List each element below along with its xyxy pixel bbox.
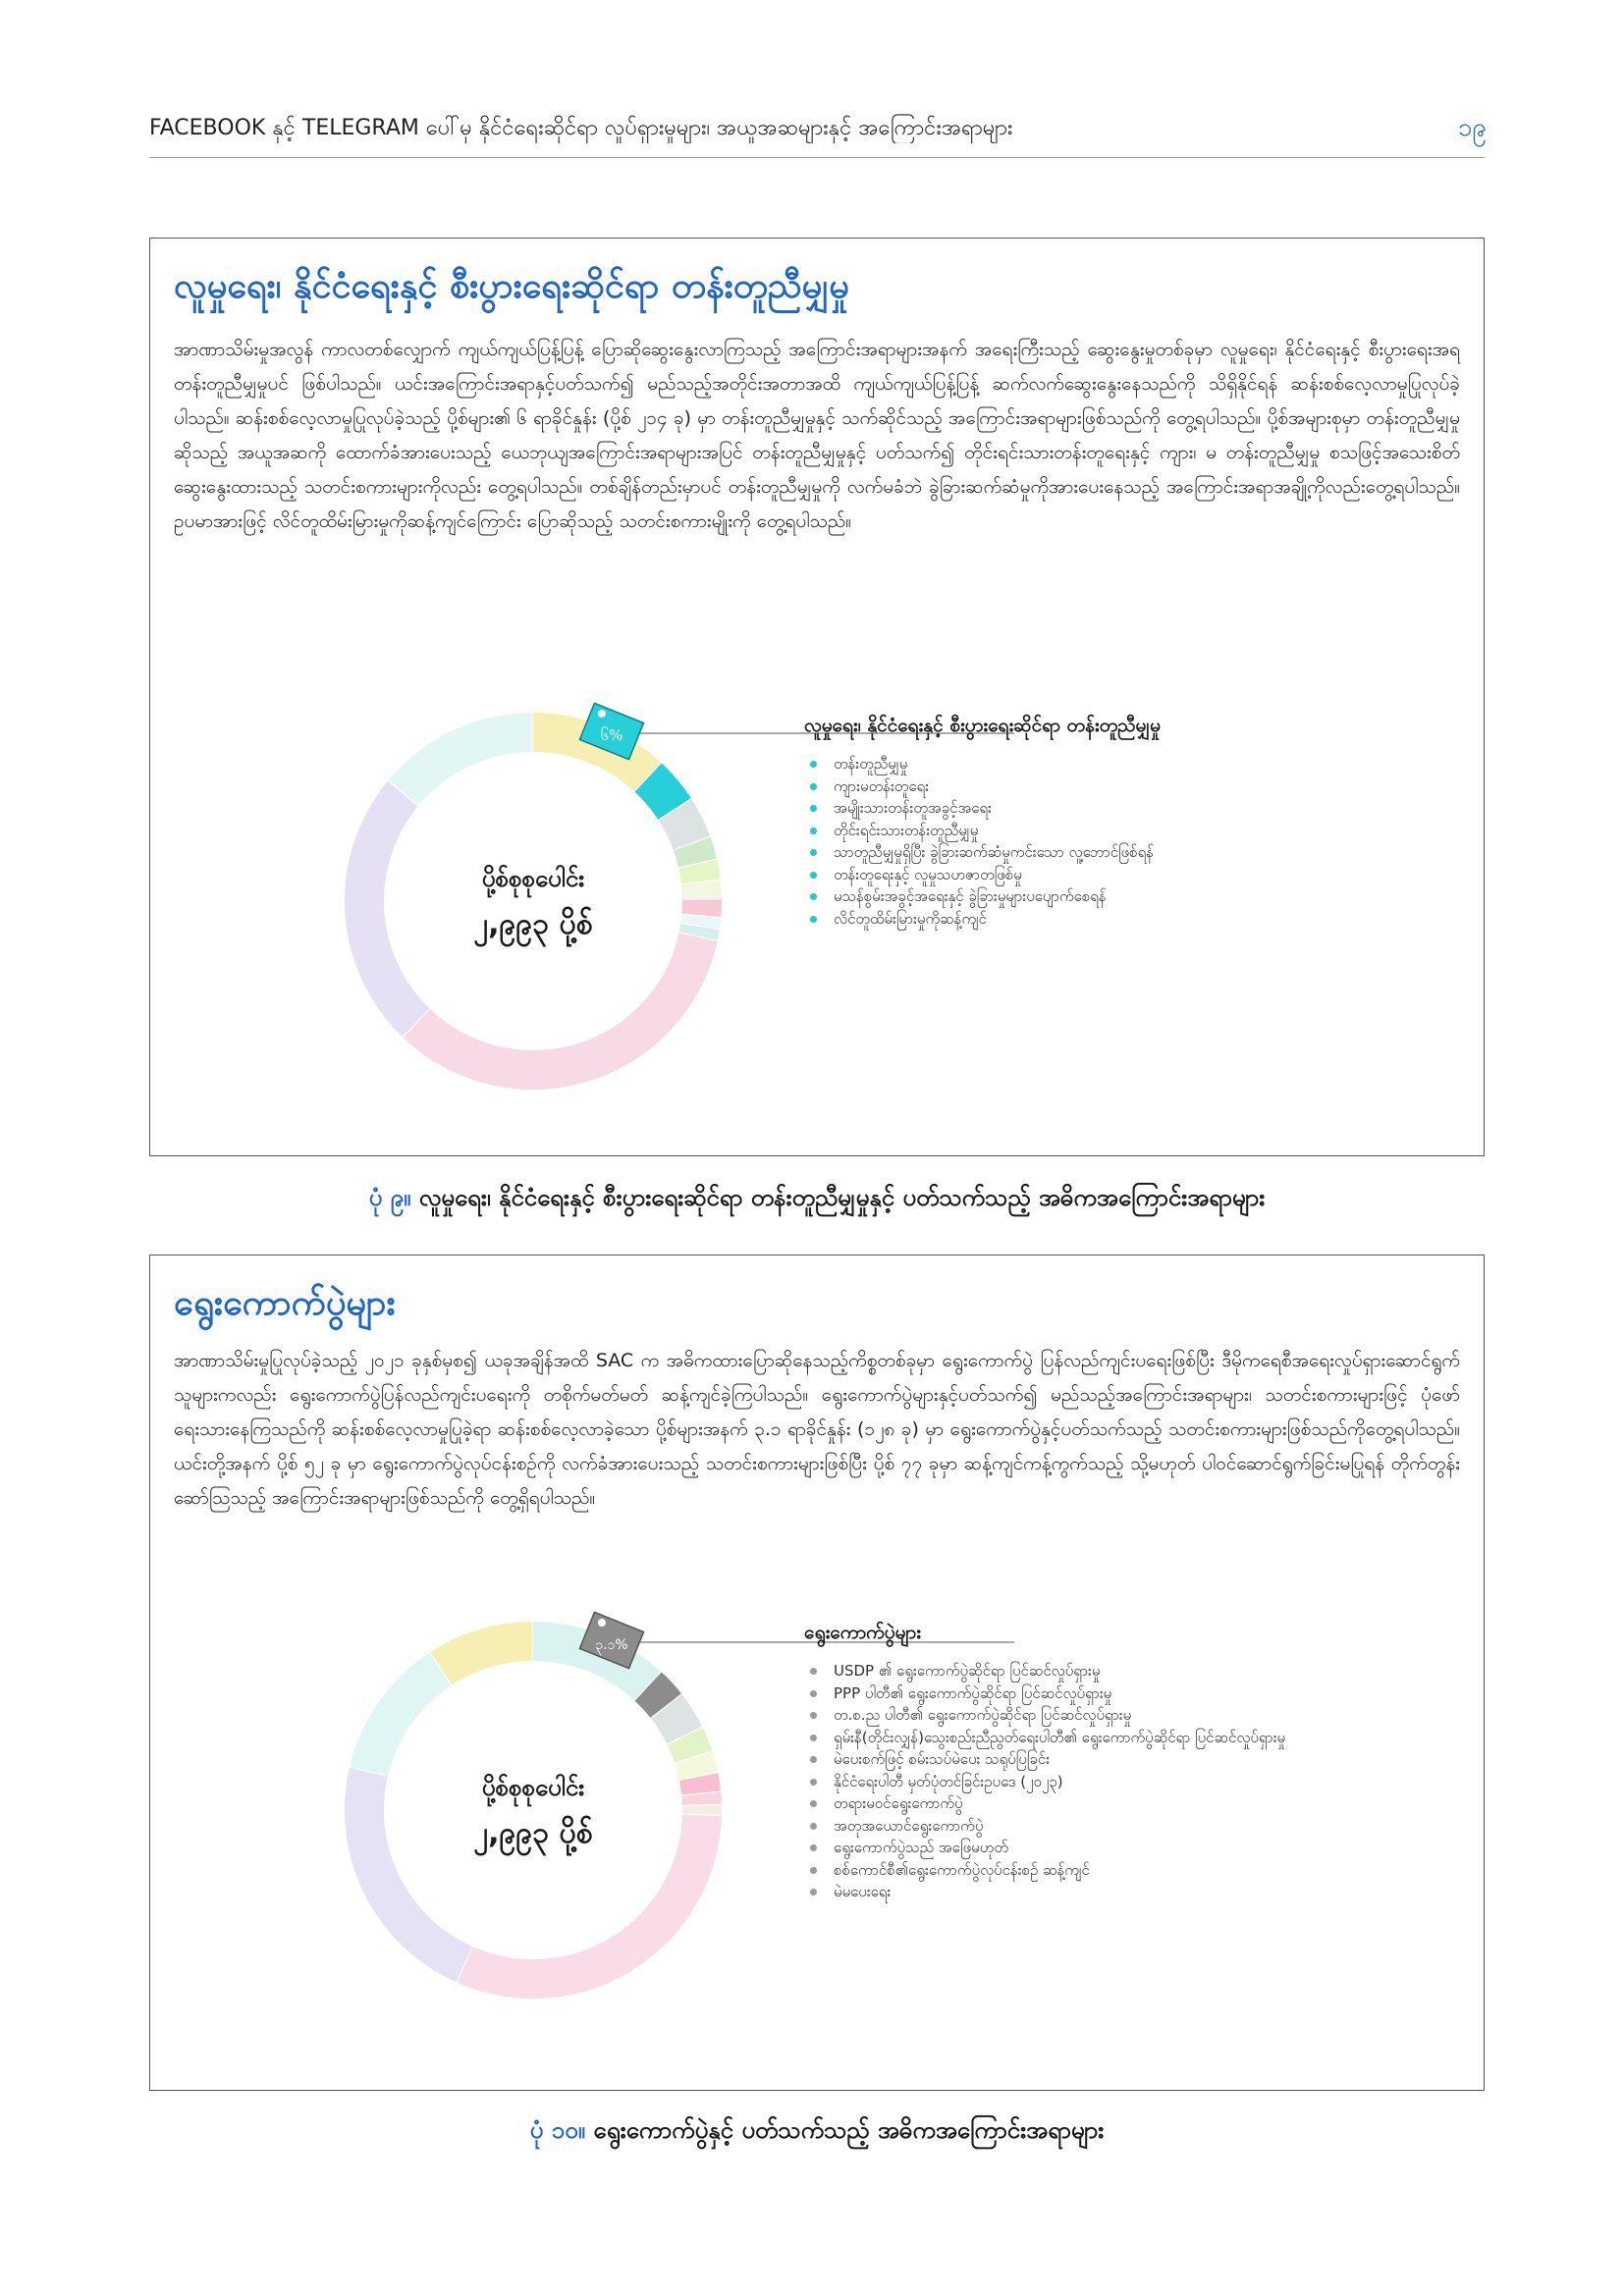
legend-bullet-icon	[810, 1823, 817, 1830]
legend-bullet-icon	[810, 1690, 817, 1697]
donut-segment-separator	[403, 793, 404, 794]
donut-center-label	[332, 1772, 734, 1857]
legend-item: မဲမပေးရေး	[804, 1881, 1354, 1903]
donut-segment-separator	[684, 1735, 685, 1736]
legend-list	[804, 753, 1354, 930]
figure-number: ပုံ ၉။	[368, 1184, 411, 1211]
donut-chart	[332, 1609, 734, 2011]
donut-segment	[369, 1669, 442, 1771]
donut-segment	[415, 937, 698, 1070]
legend-bullet-icon	[810, 1756, 817, 1763]
legend-bullet-icon	[810, 1889, 817, 1896]
legend-item: တ.စ.ည ပါတီ၏ ရွေးကောက်ပွဲဆိုင်ရာ ပြင်ဆင်လှုပ်ရှားမှု	[804, 1704, 1354, 1727]
donut-segment	[692, 844, 698, 865]
legend-bullet-icon	[810, 1867, 817, 1874]
legend-item: PPP ပါတီ၏ ရွေးကောက်ပွဲဆိုင်ရာ ပြင်ဆင်လှုပ်ရှားမှု	[804, 1682, 1354, 1705]
donut-center-total: ၂,၉၉၃ ပို့စ်	[473, 907, 593, 941]
donut-segment	[676, 810, 692, 844]
section-body-text: အာဏာသိမ်းမှုပြုလုပ်ခဲ့သည့် ၂၀၂၁ ခုနှစ်မှစ၍ ယခုအချိန်အထိ SAC က အဓိကထားပြောဆိုနေသည့်ကိစ္စတစ်ခုမှာ ရွေးကောက်ပွဲ ပြန်လည်ကျင်းပရေးဖြစ်ပြီး ဒီမိုကရေစီအရေးလှုပ်ရှားဆောင်ရွက်သူများကလည်း ရွေးကောက်ပွဲပြန်လည်ကျင်းပရေးကို တစိုက်မတ်မတ် ဆန့်ကျင်ခဲ့ကြပါသည်။ ရွေးကောက်ပွဲများနှင့်ပတ်သက်၍ မည်သည့်အကြောင်းအရာများ၊ သတင်းစကားများဖြင့် ပုံဖော်ရေးသားနေကြသည်ကို ဆန်းစစ်လေ့လာမှုပြုခဲ့ရာ ဆန်းစစ်လေ့လာခဲ့သော ပို့စ်များအနက် ၃.၁ ရာခိုင်နှုန်း (၁၂၈ ခု) မှာ ရွေးကောက်ပွဲနှင့်ပတ်သက်သည့် သတင်းစကားများဖြစ်သည်ကိုတွေ့ရပါသည်။ ယင်းတို့အနက် ပို့စ် ၅၂ ခု မှာ ရွေးကောက်ပွဲလုပ်ငန်းစဉ်ကို လက်ခံအားပေးသည့် သတင်းစကားများဖြစ်ပြီး ပို့စ် ၇၇ ခုမှာ ဆန့်ကျင်ကန့်ကွက်သည့် သို့မဟုတ် ပါဝင်ဆောင်ရွက်ခြင်းမပြုရန် တိုက်တွန်းဆော်ဩသည့် အကြောင်းအရာများဖြစ်သည်ကို တွေ့ရှိရပါသည်။	[174, 1350, 1460, 1509]
legend-item: တရားမဝင်ရွေးကောက်ပွဲ	[804, 1792, 1354, 1815]
legend-bullet-icon	[810, 828, 817, 834]
legend-item: အတုအယောင်ရွေးကောက်ပွဲ	[804, 1815, 1354, 1838]
figure-caption-text: ရွေးကောက်ပွဲနှင့် ပတ်သက်သည့် အဓိကအကြောင်းအရာများ	[593, 2116, 1105, 2144]
legend-item: တိုင်းရင်းသားတန်းတူညီမျှမှု	[804, 820, 1354, 842]
donut-chart	[332, 700, 734, 1102]
donut-center-caption: ပို့စ်စုစုပေါင်း	[481, 865, 585, 892]
legend-bullet-icon	[810, 1668, 817, 1675]
figure-caption	[149, 2114, 1485, 2150]
donut-segment-separator	[647, 1685, 648, 1686]
legend-bullet-icon	[810, 1712, 817, 1719]
legend-bullet-icon	[810, 1844, 817, 1851]
legend-item: တန်းတူညီမျှမှု	[804, 753, 1354, 775]
donut-segment	[404, 732, 533, 793]
legend-bullet-icon	[810, 805, 817, 812]
legend-item: မဲပေးစက်ဖြင့် စမ်းသပ်မဲပေး သရုပ်ပြခြင်း	[804, 1748, 1354, 1771]
page-number: ၁၉	[1457, 113, 1487, 142]
donut-segment	[648, 777, 675, 810]
legend-bullet-icon	[810, 1800, 817, 1807]
legend-bullet-icon	[810, 849, 817, 856]
figure-number: ပုံ ၁၀။	[529, 2116, 585, 2144]
legend-item: USDP ၏ ရွေးကောက်ပွဲဆိုင်ရာ ပြင်ဆင်လှုပ်ရှားမှု	[804, 1660, 1354, 1682]
legend-item: ရှမ်းနီ(တိုင်းလျှန်)သွေးစည်းညီညွတ်ရေးပါတီ၏ ရွေးကောက်ပွဲဆိုင်ရာ ပြင်ဆင်လှုပ်ရှားမှု	[804, 1727, 1354, 1749]
donut-segment-separator	[440, 1669, 441, 1670]
donut-segment	[648, 1686, 667, 1706]
legend-item: နိုင်ငံရေးပါတီ မှတ်ပုံတင်ခြင်းဥပဒေ (၂၀၂၃)	[804, 1771, 1354, 1793]
legend-list	[804, 1660, 1354, 1903]
donut-segment-separator	[675, 809, 676, 810]
running-header: FACEBOOK နှင့် TELEGRAM ပေါ်မှ နိုင်ငံရေးဆိုင်ရာ လှုပ်ရှားမှုများ၊ အယူအဆများနှင့် အကြောင်းအရာများ	[149, 116, 1013, 140]
legend-bullet-icon	[810, 893, 817, 900]
legend-bullet-icon	[810, 916, 817, 923]
donut-segment-separator	[666, 1706, 667, 1707]
legend-item: စစ်ကောင်စီ၏ရွေးကောက်ပွဲလုပ်ငန်းစဉ် ဆန့်ကျင်	[804, 1859, 1354, 1882]
highlight-percent-label: ၆%	[600, 726, 623, 744]
legend-item: သာတူညီမျှမှုရှိပြီး ခွဲခြားဆက်ဆံမှုကင်းသော လူ့ဘောင်ဖြစ်ရန်	[804, 841, 1354, 864]
legend-bullet-icon	[810, 1779, 817, 1786]
section-title: ရွေးကောက်ပွဲများ	[174, 1283, 396, 1323]
donut-center-total: ၂,၉၉၃ ပို့စ်	[473, 1816, 593, 1850]
section-body-text: အာဏာသိမ်းမှုအလွန် ကာလတစ်လျှောက် ကျယ်ကျယ်ပြန့်ပြန့် ပြောဆိုဆွေးနွေးလာကြသည့် အကြောင်းအရာများအနက် အရေးကြီးသည့် ဆွေးနွေးမှုတစ်ခုမှာ လူမှုရေး၊ နိုင်ငံရေးနှင့် စီးပွားရေးအရ တန်းတူညီမျှမှုပင် ဖြစ်ပါသည်။ ယင်းအကြောင်းအရာနှင့်ပတ်သက်၍ မည်သည့်အတိုင်းအတာအထိ ကျယ်ကျယ်ပြန့်ပြန့် ဆက်လက်ဆွေးနွေးနေသည်ကို သိရှိနိုင်ရန် ဆန်းစစ်လေ့လာမှုပြုလုပ်ခဲ့ပါသည်။ ဆန်းစစ်လေ့လာမှုပြုလုပ်ခဲ့သည့် ပို့စ်များ၏ ၆ ရာခိုင်နှုန်း (ပို့စ် ၂၁၄ ခု) မှာ တန်းတူညီမျှမှုနှင့် သက်ဆိုင်သည့် အကြောင်းအရာများဖြစ်သည်ကို တွေ့ရပါသည်။ ပို့စ်အများစုမှာ တန်းတူညီမျှမှုဆိုသည့် အယူအဆကို ထောက်ခံအားပေးသည့် ယေဘုယျအကြောင်းအရာများအပြင် တန်းတူညီမျှမှုနှင့် ပတ်သက်၍ တိုင်းရင်းသားတန်းတူရေးနှင့် ကျား၊ မ တန်းတူညီမျှမှု စသဖြင့်အသေးစိတ်ဆွေးနွေးထားသည့် သတင်းစကားများကိုလည်း တွေ့ရပါသည်။ တစ်ချိန်တည်းမှာပင် တန်းတူညီမျှမှုကို လက်မခံဘဲ ခွဲခြားဆက်ဆံမှုကိုအားပေးနေသည့် အကြောင်းအရာအချို့ကိုလည်းတွေ့ရပါသည်။ ဥပမာအားဖြင့် လိင်တူထိမ်းမြားမှုကိုဆန့်ကျင်ကြောင်း ပြောဆိုသည့် သတင်းစကားမျိုးကို တွေ့ရပါသည်။	[174, 339, 1460, 532]
highlight-percent-label: ၃.၁%	[595, 1637, 628, 1653]
legend-bullet-icon	[810, 872, 817, 879]
elections-section-box	[149, 1255, 1485, 2091]
donut-segment	[667, 1707, 685, 1736]
legend-item: လိင်တူထိမ်းမြားမှုကိုဆန့်ကျင်	[804, 908, 1354, 931]
legend-bullet-icon	[810, 761, 817, 768]
header-divider	[149, 157, 1485, 158]
legend-title: လူမှုရေး၊ နိုင်ငံရေးနှင့် စီးပွားရေးဆိုင်ရာ တန်းတူညီမျှမှု	[804, 715, 1162, 736]
legend-item: မသန်စွမ်းအခွင့်အရေးနှင့် ခွဲခြားမှုများပပျောက်စေရန်	[804, 885, 1354, 908]
legend-item: တန်းတူရေးနှင့် လူမှုသဟဇာတဖြစ်မှု	[804, 864, 1354, 886]
chart-legend	[804, 1621, 1354, 1903]
donut-segment-separator	[415, 1023, 416, 1024]
legend-item: ရွေးကောက်ပွဲသည် အဖြေမဟုတ်	[804, 1837, 1354, 1859]
donut-segment	[441, 1641, 533, 1669]
chart-legend	[804, 714, 1354, 930]
equality-section-box	[149, 238, 1485, 1156]
section-title: လူမှုရေး၊ နိုင်ငံရေးနှင့် စီးပွားရေးဆိုင်ရာ တန်းတူညီမျှမှု	[174, 266, 849, 306]
donut-segment-separator	[647, 776, 648, 777]
figure-caption-text: လူမှုရေး၊ နိုင်ငံရေးနှင့် စီးပွားရေးဆိုင်ရာ တန်းတူညီမျှမှုနှင့် ပတ်သက်သည့် အဓိကအကြောင်းအရာများ	[418, 1184, 1266, 1211]
donut-segment	[685, 1736, 694, 1758]
legend-item: ကျားမတန်းတူရေး	[804, 775, 1354, 798]
legend-bullet-icon	[810, 1735, 817, 1741]
figure-caption	[149, 1182, 1485, 1217]
legend-bullet-icon	[810, 783, 817, 790]
donut-center-label	[332, 863, 734, 948]
legend-item: အမျိုးသားတန်းတူအခွင့်အရေး	[804, 797, 1354, 820]
legend-title: ရွေးကောက်ပွဲများ	[804, 1622, 922, 1643]
donut-center-caption: ပို့စ်စုစုပေါင်း	[481, 1774, 585, 1801]
